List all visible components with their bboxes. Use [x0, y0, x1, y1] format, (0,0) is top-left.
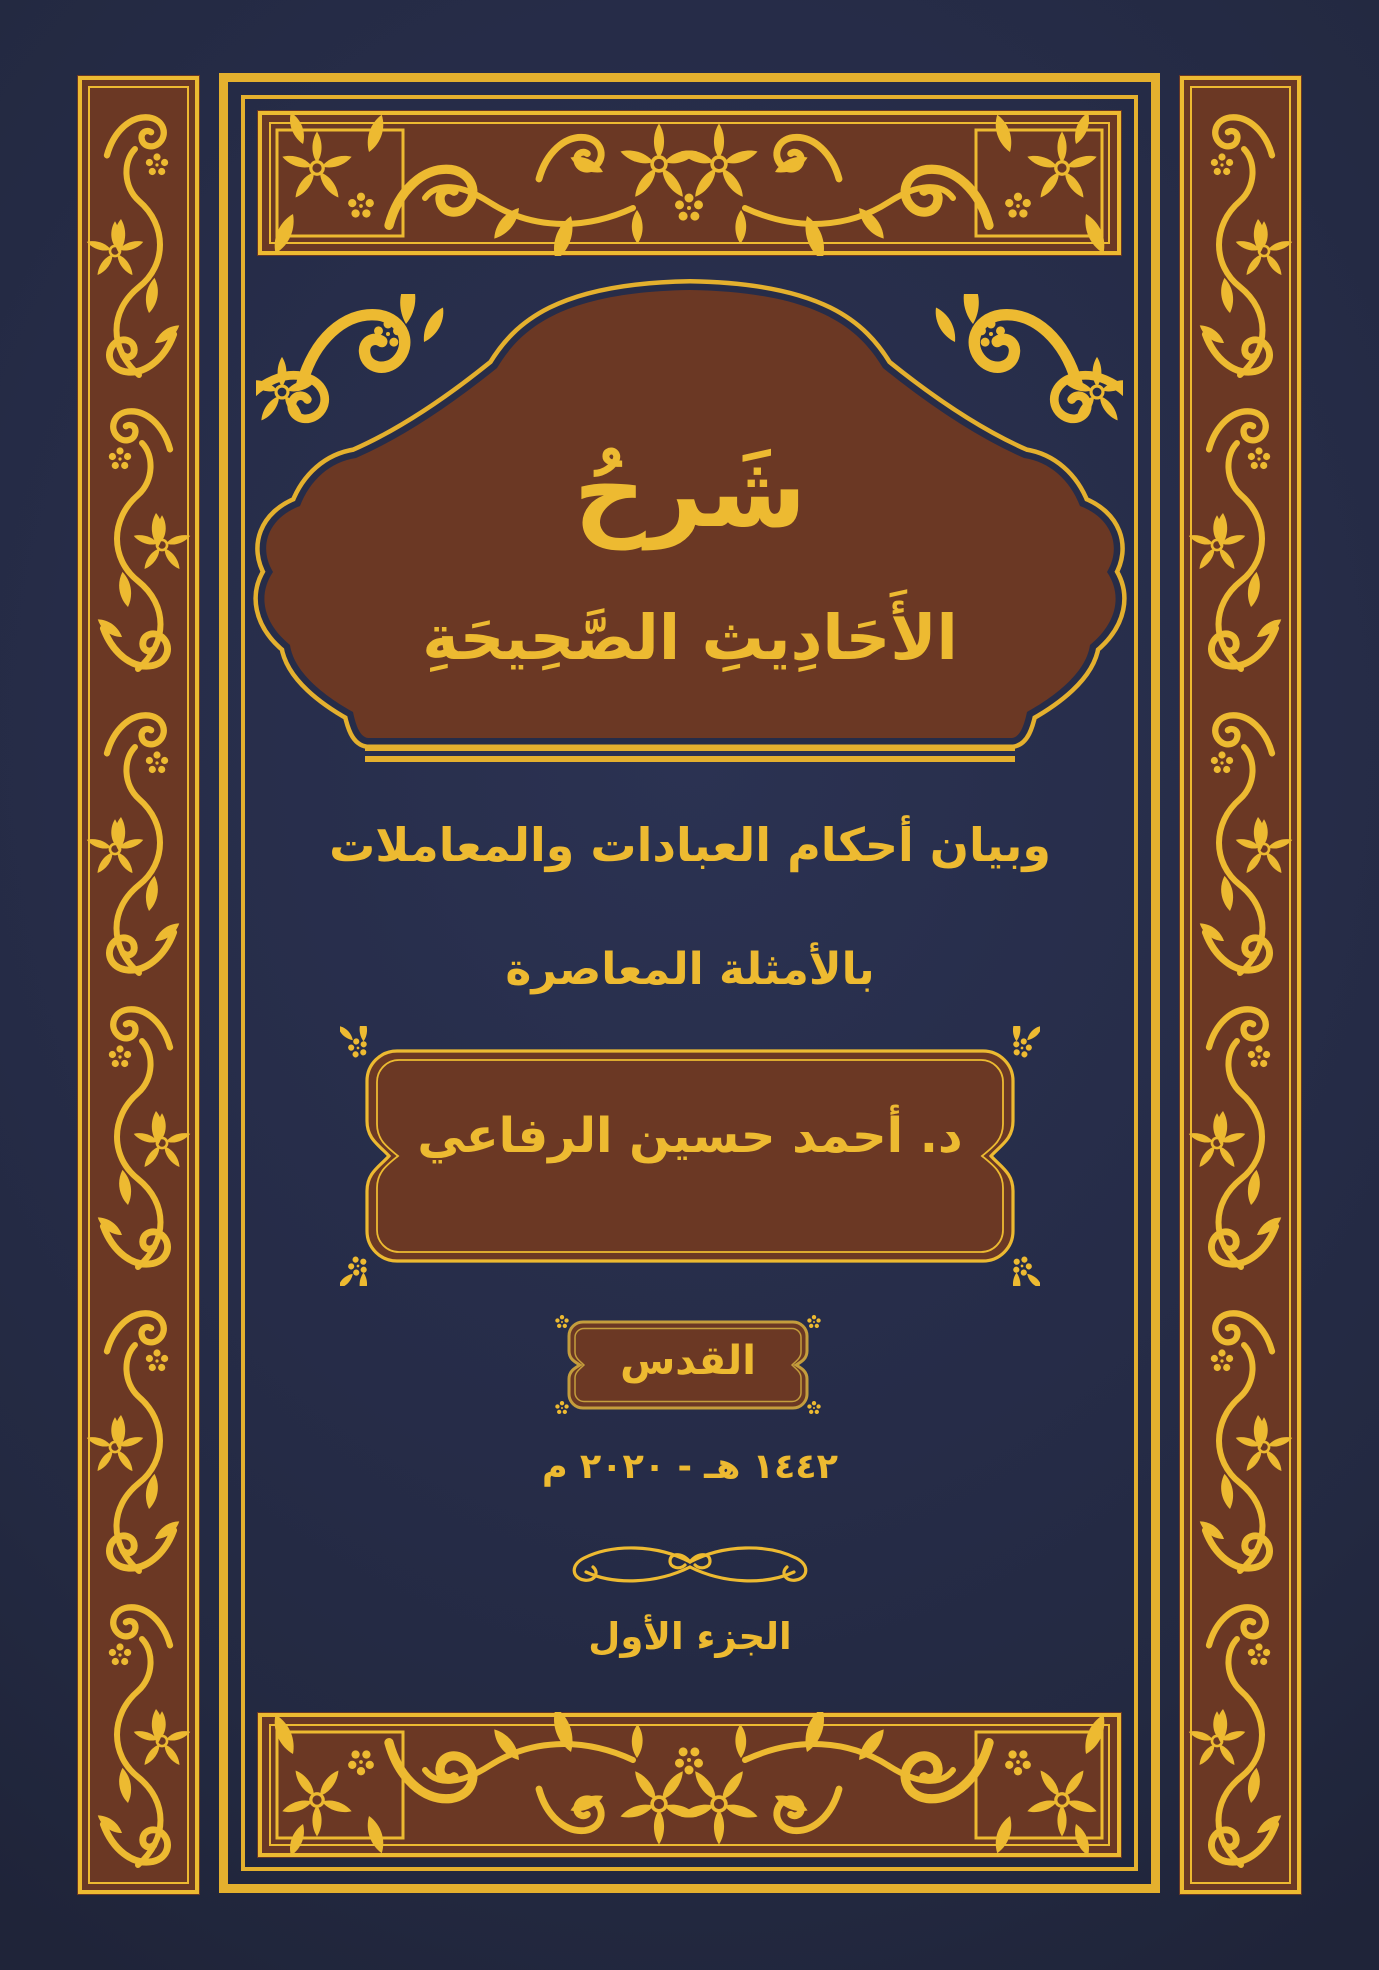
publication-date: ١٤٤٢ هـ - ٢٠٢٠ م	[541, 1447, 839, 1487]
plaque-underline-thick	[365, 756, 1015, 762]
top-floral-band-icon	[257, 110, 1122, 256]
plaque-underline-thin	[365, 748, 1015, 751]
subtitle-line1: وبيان أحكام العبادات والمعاملات	[329, 818, 1051, 872]
title-word: شَرحُ	[573, 433, 807, 550]
right-floral-vine-border-icon	[1179, 75, 1302, 1895]
left-floral-vine-border-icon	[77, 75, 200, 1895]
title-main: الأَحَادِيثِ الصَّحِيحَةِ	[422, 601, 958, 674]
author-name: د. أحمد حسين الرفاعي	[417, 1108, 963, 1164]
volume-label: الجزء الأول	[588, 1615, 792, 1658]
bottom-floral-band-icon	[257, 1712, 1122, 1858]
city-name: القدس	[620, 1338, 756, 1384]
subtitle-line2: بالأمثلة المعاصرة	[505, 944, 875, 995]
swirl-divider-icon	[558, 1538, 822, 1594]
